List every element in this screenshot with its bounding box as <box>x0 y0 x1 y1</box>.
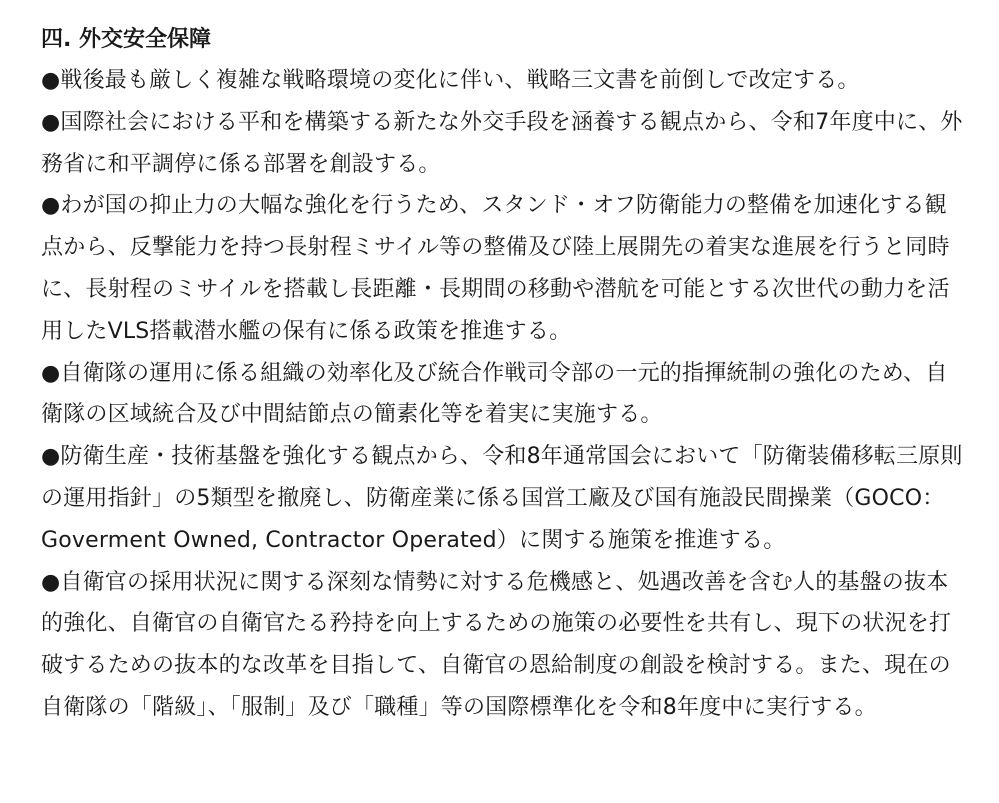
section-heading: 四. 外交安全保障 <box>41 27 212 52</box>
policy-item-deterrence: ●わが国の抑止力の大幅な強化を行うため、スタンド・オフ防衛能力の整備を加速化する観点から、反撃能力を持つ長射程ミサイル等の整備及び陸上展開先の着実な進展を行うと同時に、長射程のミサイルを搭載し長距離・長期間の移動や潜航を可能とする次世代の動力を活用したVLS搭載潜水艦の保有に係る政策を推進する。 <box>41 193 950 344</box>
policy-item-personnel: ●自衛官の採用状況に関する深刻な情勢に対する危機感と、処遇改善を含む人的基盤の抜本的強化、自衛官の自衛官たる矜持を向上するための施策の必要性を共有し、現下の状況を打破するための抜本的な改革を目指して、自衛官の恩給制度の創設を検討する。また、現在の自衛隊の「階級」、「服制」及び「職種」等の国際標準化を令和8年度中に実行する。 <box>41 569 952 720</box>
policy-item-defense-industry: ●防衛生産・技術基盤を強化する観点から、令和8年通常国会において「防衛装備移転三原則の運用指針」の5類型を撤廃し、防衛産業に係る国営工廠及び国有施設民間操業（GOCO：Goverment Owned, Contractor Operated）に関する施策を推進する。 <box>41 444 963 553</box>
policy-item-sdf-operations: ●自衛隊の運用に係る組織の効率化及び統合作戦司令部の一元的指揮統制の強化のため、自衛隊の区域統合及び中間結節点の簡素化等を着実に実施する。 <box>41 360 948 428</box>
policy-item-strategy-documents: ●戦後最も厳しく複雑な戦略環境の変化に伴い、戦略三文書を前倒しで改定する。 <box>41 68 860 93</box>
policy-item-peace-mediation: ●国際社会における平和を構築する新たな外交手段を涵養する観点から、令和7年度中に、外務省に和平調停に係る部署を創設する。 <box>41 109 963 177</box>
